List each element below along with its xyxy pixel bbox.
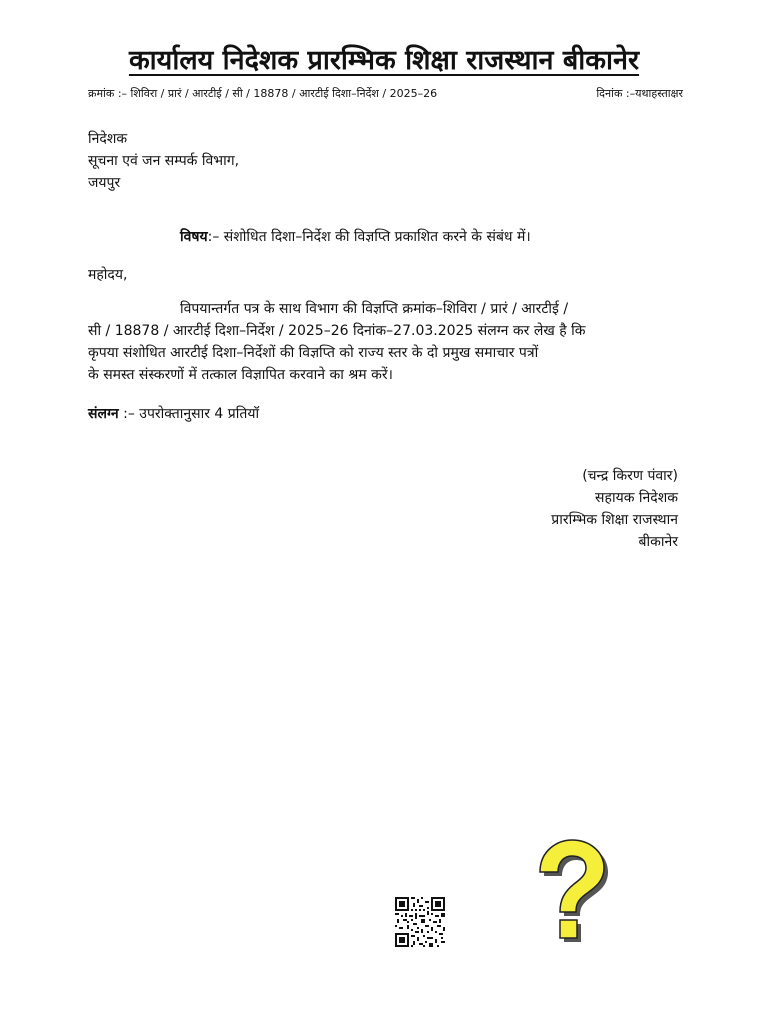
reference-number: क्रमांक :– शिविरा / प्रारं / आरटीई / सी / 18878 / आरटीई दिशा–निर्देश / 2025–26 xyxy=(88,87,438,100)
signatory-place: बीकानेर xyxy=(638,534,678,550)
body-line: के समस्त संस्करणों में तत्काल विज्ञापित करवाने का श्रम करें। xyxy=(88,367,393,383)
salutation: महोदय, xyxy=(88,267,128,283)
question-mark-icon xyxy=(532,838,612,950)
signature-block xyxy=(551,465,678,553)
body-line: विपयान्तर्गत पत्र के साथ विभाग की विज्ञप्ति क्रमांक–शिविरा / प्रारं / आरटीई / xyxy=(180,301,569,317)
addressee-line: सूचना एवं जन सम्पर्क विभाग, xyxy=(88,153,240,169)
body-paragraph xyxy=(88,298,680,386)
office-title: कार्यालय निदेशक प्रारम्भिक शिक्षा राजस्थान बीकानेर xyxy=(128,45,640,76)
enclosure-label: संलग्न xyxy=(88,406,119,422)
qr-code-icon xyxy=(395,897,445,947)
addressee-line: निदेशक xyxy=(88,131,128,147)
enclosure-line xyxy=(88,404,259,423)
subject-label: विषय xyxy=(180,229,208,245)
signatory-designation: सहायक निदेशक xyxy=(595,490,678,506)
subject-line xyxy=(180,227,531,246)
body-line: कृपया संशोधित आरटीई दिशा–निर्देशों की विज्ञप्ति को राज्य स्तर के दो प्रमुख समाचार पत्रों xyxy=(88,345,539,361)
addressee-block xyxy=(88,128,239,194)
signatory-name: (चन्द्र किरण पंवार) xyxy=(582,468,678,484)
signatory-office: प्रारम्भिक शिक्षा राजस्थान xyxy=(551,512,678,528)
subject-text: :– संशोधित दिशा–निर्देश की विज्ञप्ति प्रकाशित करने के संबंध में। xyxy=(207,229,531,245)
letter-date: दिनांक :–यथाहस्ताक्षर xyxy=(596,87,683,100)
body-line: सी / 18878 / आरटीई दिशा–निर्देश / 2025–26 दिनांक–27.03.2025 संलग्न कर लेख है कि xyxy=(88,323,586,339)
enclosure-text: :– उपरोक्तानुसार 4 प्रतियॉ xyxy=(118,406,260,422)
addressee-line: जयपुर xyxy=(88,175,121,191)
